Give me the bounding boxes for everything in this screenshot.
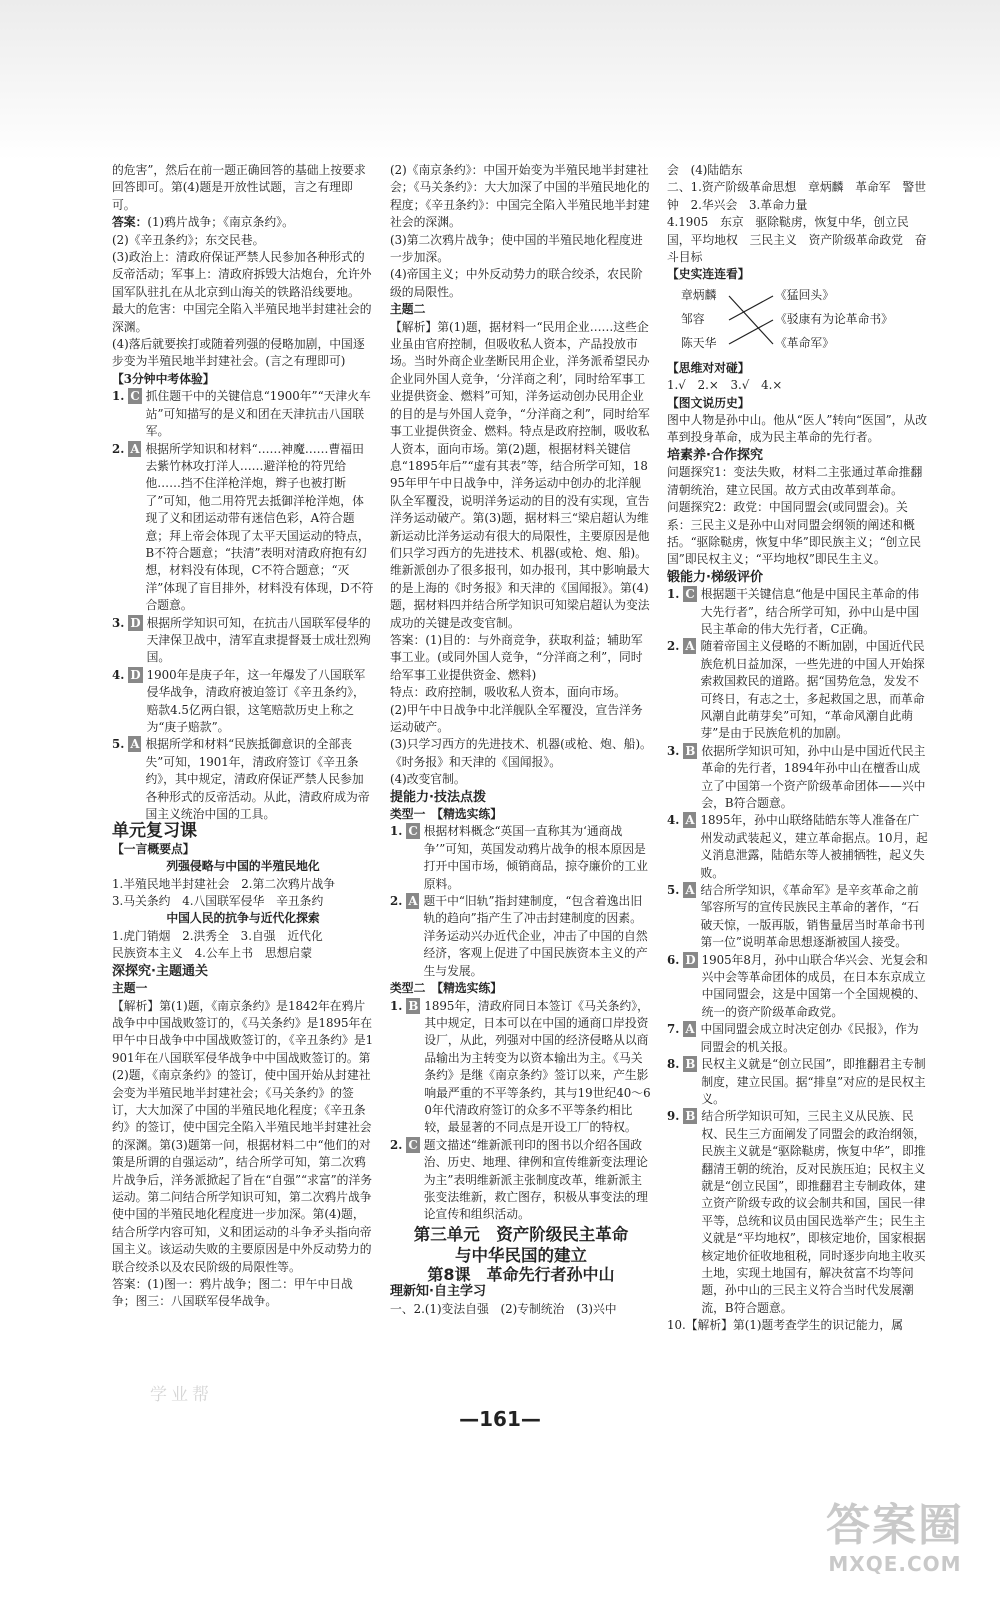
answer-line: (2)甲午中日战争中北洋舰队全军覆没，宣告洋务运动破产。	[390, 702, 643, 734]
question-item	[390, 1137, 652, 1224]
question-item	[390, 823, 652, 893]
question-number: 5.	[112, 737, 125, 752]
question-explanation: 根据题干关键信息“他是中国民主革命的伟大先行者”，结合所学可知，孙中山是中国民主革命的伟大先行者，C正确。	[700, 587, 920, 636]
section-label: 【史实连连看】	[667, 267, 750, 282]
intro-text: 的危害”，然后在前一题正确回答的基础上按要求回答即可。第(4)题是开放性试题，言之有理即可。	[112, 163, 366, 212]
section-heading: 提能力·技法点拨	[390, 789, 486, 805]
question-item	[667, 743, 929, 813]
answer-line: (4)改变官制。	[390, 772, 466, 787]
question-explanation: 题干中“旧轨”指封建制度，“包含着逸出旧轨的趋向”指产生了冲击封建制度的因素。洋务运动兴办近代企业，冲击了中国的自然经济，客观上促进了中国民族资本主义的产生与发展。	[423, 894, 648, 978]
summary-item: 民族资本主义 4.公车上书 思想启蒙	[112, 946, 313, 961]
question-number: 4.	[667, 813, 680, 828]
question-explanation: 根据所学和材料“民族抵御意识的全部丧失”可知，1901年，清政府签订《辛丑条约》，其中规定，清政府保证严禁人民参加各种形式的反帝活动。从此，清政府成为帝国主义统治中国的工具。	[145, 737, 370, 822]
answer-letter: D	[685, 952, 696, 967]
answer-letter: C	[685, 587, 695, 602]
question-item	[112, 388, 374, 440]
answer-letter: B	[685, 1109, 696, 1124]
answer-line: (4)落后就要挨打或随着列强的侵略加剧，中国逐步变为半殖民地半封建社会。(言之有理即可)	[112, 337, 365, 369]
question-explanation: 结合所学知识可知，三民主义从民族、民权、民生三方面阐发了同盟会的政治纲领，民族主义就是“驱除鞑虏，恢复中华”，即推翻清王朝的统治，反对民族压迫；民权主义就是“创立民国”，即推翻君主专制政体，建立资产阶级专政的议会制共和国，国民一律平等，总统和议员由国民选举产生；民生主义就是“平均地权”，即核定地价，国家根据核定地价征收地租税，同时逐步向地主收买土地，实现土地国有，解决贫富不均等问题，孙中山的三民主义符合当时代发展潮流，B符合题意。	[701, 1109, 926, 1315]
question-explanation: 1895年，清政府同日本签订《马关条约》，其中规定，日本可以在中国的通商口岸投资设厂，从此，列强对中国的经济侵略从以商品输出为主转变为以资本输出为主。《马关条约》是继《南京条约》签订以来，产生影响最严重的不平等条约，其与19世纪40～60年代清政府签订的众多不平等条约相比较，最显著的不同点是开设工厂的特权。	[424, 998, 651, 1135]
question-explanation: 随着帝国主义侵略的不断加剧，中国近代民族危机日益加深，一些先进的中国人开始探索救国救民的道路。据“国势危急，发发不可终日，有志之士，多起救国之思，而革命风潮自此萌芽矣”可知，“革命风潮自此萌芽”是由于民族危机的加剧。	[700, 639, 925, 741]
question-explanation: 根据所学知识和材料“……神魔……曹福田去紫竹林攻打洋人……避洋枪的符咒给他……挡不住洋枪洋炮，辫子也被打断了”可知，他二用符咒去抵御洋枪洋炮，体现了义和团运动带有迷信色彩，A符合题意；拜上帝会体现了太平天国运动的特点，B不符合题意；“扶清”表明对清政府抱有幻想，材料没有体现，C不符合题意；“灭洋”体现了盲目排外，材料没有体现，D不符合题意。	[145, 441, 374, 613]
exam-question-list	[112, 388, 374, 823]
answer-letter: B	[408, 998, 419, 1013]
question-explanation: 1900年是庚子年，这一年爆发了八国联军侵华战争，清政府被迫签订《辛丑条约》，赔款4.5亿两白银，这笔赔款历史上称之为“庚子赔款”。	[146, 667, 366, 734]
section-label: 【3分钟中考体验】	[112, 371, 215, 386]
match-line	[729, 296, 773, 320]
answer-letter: D	[130, 667, 141, 682]
question-explanation: 题文描述“维新派刊印的图书以介绍各国政治、历史、地理、律例和宣传维新变法理论为主”表明维新派主张制度改革，维新派主张变法维新，救亡图存，积极从事变法的理论宣传和组织活动。	[423, 1137, 648, 1222]
watermark-logo-text: 答案圈	[826, 1500, 964, 1551]
question-number: 1.	[112, 389, 125, 404]
page-number: —161—	[459, 1407, 541, 1431]
judge-answers: 1.√ 2.× 3.√ 4.×	[667, 378, 783, 393]
question-number: 1.	[390, 824, 403, 839]
lesson-title: 第8课 革命先行者孙中山	[427, 1264, 615, 1284]
question-number: 3.	[112, 615, 125, 630]
answer-line: 答案：(1)目的：与外商竞争，获取利益；辅助军事工业。(或同外国人竞争，“分洋商之利”，同时给军事工业提供资金、燃料)	[390, 632, 643, 682]
question-number: 5.	[667, 883, 680, 898]
question-number: 2.	[390, 894, 403, 909]
summary-subheading: 列强侵略与中国的半殖民地化	[166, 859, 320, 874]
explore-text: 问题探究1：变法失败，材料二主张通过革命推翻清朝统治，建立民国。故方式由改革到革命。	[667, 465, 923, 497]
section-heading: 深探究·主题通关	[112, 963, 208, 979]
question-item	[667, 1056, 929, 1108]
answer-line: (4)帝国主义；中外反动势力的联合绞杀，农民阶级的局限性。	[390, 267, 643, 299]
summary-subheading: 中国人民的抗争与近代化探索	[166, 911, 320, 926]
question-item	[667, 952, 929, 1022]
answer-line: (2)《辛丑条约》；东交民巷。	[112, 232, 265, 247]
answer-line: (3)第二次鸦片战争；使中国的半殖民地化程度进一步加深。	[390, 232, 643, 265]
match-lines	[727, 287, 775, 357]
answer-letter: A	[130, 737, 140, 752]
question-item	[667, 1108, 929, 1317]
question-number: 2.	[667, 639, 680, 654]
unit-title: 第三单元 资产阶级民主革命 与中华民国的建立	[413, 1224, 629, 1265]
scan-header-shadow	[0, 0, 1000, 160]
question-explanation: 中国同盟会成立时决定创办《民报》，作为同盟会的机关报。	[700, 1022, 919, 1054]
question-item	[112, 615, 374, 667]
match-right-item: 《猛回头》	[775, 287, 834, 302]
match-right-item: 《革命军》	[775, 335, 834, 350]
question-item	[667, 812, 929, 882]
question-explanation: 民权主义就是“创立民国”，即推翻君主专制制度，建立民国。据“排皇”对应的是民权主义。	[701, 1057, 926, 1106]
answer-line: 答案：(1)图一：鸦片战争；图二：甲午中日战争；图三：八国联军侵华战争。	[112, 1277, 353, 1309]
question-item	[667, 586, 929, 638]
answer-letter: A	[685, 639, 695, 654]
answer-letter: C	[130, 389, 140, 404]
question-explanation: 1895年，孙中山联络陆皓东等人准备在广州发动武装起义，建立革命据点。10月，起义消息泄露，陆皓东等人被捕牺牲，起义失败。	[700, 813, 928, 880]
training-question-list	[667, 586, 929, 1317]
type-label: 类型一 【精选实练】	[390, 807, 503, 822]
section-label: 【一言概要点】	[112, 841, 195, 856]
learn-text: 会 (4)陆皓东	[667, 163, 743, 177]
summary-item: 1.虎门销烟 2.洪秀全 3.自强 近代化	[112, 928, 323, 943]
learn-text: 一、2.(1)变法自强 (2)专制统治 (3)兴中	[390, 1301, 617, 1316]
watermark-logo	[810, 1500, 980, 1585]
column-left	[112, 162, 374, 1311]
topic-label: 主题二	[390, 302, 426, 317]
type2-question-list	[390, 998, 652, 1224]
section-heading: 理新知·自主学习	[390, 1284, 486, 1300]
question-item	[112, 667, 374, 737]
section-heading: 培素养·合作探究	[667, 447, 763, 463]
topic-label: 主题一	[112, 981, 148, 996]
learn-text: 4.1905 东京 驱除鞑虏，恢复中华，创立民国，平均地权 三民主义 资产阶级革命政党 奋斗目标	[667, 215, 927, 265]
answer-line: (3)只学习西方的先进技术、机器(或枪、炮、船)。《时务报》和天津的《国闻报》。	[390, 737, 652, 769]
question-number: 2.	[390, 1137, 403, 1152]
answer-line: 特点：政府控制，吸收私人资本，面向市场。	[390, 685, 626, 700]
question-10-text: 10.【解析】第(1)题考查学生的识记能力，属	[667, 1318, 904, 1333]
question-number: 9.	[667, 1109, 680, 1124]
question-explanation: 根据材料概念“英国一直称其为‘通商战争’”可知，英国发动鸦片战争的根本原因是打开中国市场，倾销商品，掠夺廉价的工业原料。	[423, 824, 648, 891]
question-number: 1.	[390, 998, 403, 1013]
analysis-text: 【解析】第(1)题，据材料一“民用企业……这些企业虽由官府控制，但吸收私人资本，产品投放市场。当时外商企业垄断民用企业，洋务派希望民办企业同外国人竞争，‘分洋商之利’，同时给军事工业提供资金、燃料”可知，洋务运动创办民用企业的目的是与外国人竞争，“分洋商之利”，同时给军事工业提供资金、燃料。特点是政府控制，吸收私人资本，面向市场。第(2)题，根据材料关键信息“1895年后”“虚有其表”等，结合所学可知，1895年甲午中日战争中，洋务运动中创办的北洋舰队全军覆没，说明洋务运动的目的没有实现，宣告洋务运动破产。第(3)题，据材料三“梁启超认为维新运动比洋务运动有很大的局限性，主要原因是他们只学习西方的先进技术、机器(或枪、炮、船)。维新派创办了很多报刊，如办报刊，其中影响最大的是上海的《时务报》和天津的《国闻报》。第(4)题，据材料四并结合所学知识可知梁启超认为变法成功的关键是改变官制。	[390, 319, 650, 630]
learn-text: 二、1.资产阶级革命思想 章炳麟 革命军 警世钟 2.华兴会 3.革命力量	[667, 180, 926, 212]
answer-line: (3)政治上：清政府保证严禁人民参加各种形式的反帝活动；军事上：清政府拆毁大沽炮台，允许外国军队驻扎在从北京到山海关的铁路沿线要地。	[112, 250, 372, 299]
question-item	[390, 893, 652, 980]
question-number: 8.	[667, 1057, 680, 1072]
question-item	[667, 638, 929, 742]
answer-letter: C	[408, 824, 418, 839]
answer-line: 答案：(1)鸦片战争；《南京条约》。	[112, 215, 294, 230]
answer-letter: B	[685, 743, 696, 758]
match-left-item: 章炳麟	[681, 287, 717, 302]
answer-letter: A	[130, 441, 140, 456]
question-item	[667, 1021, 929, 1056]
question-explanation: 1905年8月，孙中山联合华兴会、光复会和兴中会等革命团体的成员，在日本东京成立中国同盟会，这是中国第一个全国规模的、统一的资产阶级革命政党。	[701, 952, 928, 1019]
question-explanation: 抓住题干中的关键信息“1900年”“天津火车站”可知描写的是义和团在天津抗击八国联军。	[145, 389, 371, 439]
answer-letter: A	[408, 894, 418, 909]
question-number: 6.	[667, 952, 680, 967]
watermark-url: MXQE.COM	[828, 1552, 962, 1576]
answer-letter: A	[685, 813, 695, 828]
matching-diagram	[667, 287, 929, 357]
type-label: 类型二 【精选实练】	[390, 981, 503, 996]
match-line	[729, 320, 773, 344]
answer-line: 最大的危害：中国完全陷入半殖民地半封建社会的深渊。	[112, 302, 372, 334]
summary-item: 3.马关条约 4.八国联军侵华 辛丑条约	[112, 894, 324, 909]
section-label: 【图文说历史】	[667, 395, 750, 410]
column-right	[667, 162, 929, 1335]
question-number: 4.	[112, 667, 125, 682]
answer-letter: A	[685, 1022, 695, 1037]
question-item	[390, 998, 652, 1137]
question-explanation: 依据所学知识可知，孙中山是中国近代民主革命的先行者，1894年孙中山在檀香山成立了中国第一个资产阶级革命团体——兴中会，B符合题意。	[701, 743, 926, 810]
match-right-item: 《驳康有为论革命书》	[775, 311, 893, 326]
analysis-text: 【解析】第(1)题，《南京条约》是1842年在鸦片战争中中国战败签订的，《马关条约》是1895年在甲午中日战争中中国战败签订的，《辛丑条约》是1901年在八国联军侵华战争中中国战败签订的。第(2)题，《南京条约》的签订，使中国开始从封建社会变为半殖民地半封建社会；《马关条约》的签订，大大加深了中国的半殖民地化程度；《辛丑条约》的签订，使中国完全陷入半殖民地半封建社会的深渊。第(3)题第一问，根据材料二中“他们的对策是所谓的自强运动”，结合所学可知，第二次鸦片战争后，洋务派掀起了旨在“自强”“求富”的洋务运动。第二问结合所学知识可知，第二次鸦片战争使中国的半殖民地化程度进一步加深。第(4)题，结合所学内容可知，义和团运动的斗争矛头指向帝国主义。该运动失败的主要原因是中外反动势力的联合绞杀以及农民阶级的局限性等。	[112, 998, 374, 1274]
summary-item: 1.半殖民地半封建社会 2.第二次鸦片战争	[112, 876, 336, 891]
unit-review-heading: 单元复习课	[112, 821, 197, 842]
column-middle	[390, 162, 652, 1318]
type1-question-list	[390, 823, 652, 980]
question-number: 3.	[667, 743, 680, 758]
answer-letter: A	[685, 883, 695, 898]
answer-letter: B	[685, 1057, 696, 1072]
match-left-item: 陈天华	[681, 335, 717, 350]
answer-letter: D	[130, 615, 141, 630]
match-line	[729, 296, 773, 344]
section-label: 【思维对对碰】	[667, 360, 750, 375]
question-item	[112, 441, 374, 615]
match-left-item: 邹容	[681, 311, 705, 326]
answer-letter: C	[408, 1137, 418, 1152]
section-heading: 锻能力·梯级评价	[667, 569, 763, 585]
picture-text: 图中人物是孙中山。他从“医人”转向“医国”，从改革到投身革命，成为民主革命的先行者。	[667, 413, 928, 445]
answer-line: (2)《南京条约》：中国开始变为半殖民地半封建社会；《马关条约》：大大加深了中国的半殖民地化的程度；《辛丑条约》：中国完全陷入半殖民地半封建社会的深渊。	[390, 163, 650, 230]
question-number: 2.	[112, 441, 125, 456]
watermark-text: 学业帮	[150, 1385, 213, 1405]
explore-text: 问题探究2：政党：中国同盟会(或同盟会)。关系：三民主义是孙中山对同盟会纲领的阐述和概括。“驱除鞑虏，恢复中华”即民族主义；“创立民国”即民权主义；“平均地权”即民生主义。	[667, 500, 922, 567]
question-explanation: 根据所学知识可知，在抗击八国联军侵华的天津保卫战中，清军直隶提督聂士成壮烈殉国。	[146, 615, 371, 665]
question-number: 7.	[667, 1022, 680, 1037]
question-number: 1.	[667, 587, 680, 602]
question-explanation: 结合所学知识，《革命军》是辛亥革命之前邹容所写的宣传民族民主革命的著作，“石破天惊，一版再版，销售量居当时革命书刊第一位”说明革命思想逐渐被国人接受。	[700, 883, 925, 950]
question-item	[112, 736, 374, 823]
question-item	[667, 882, 929, 952]
